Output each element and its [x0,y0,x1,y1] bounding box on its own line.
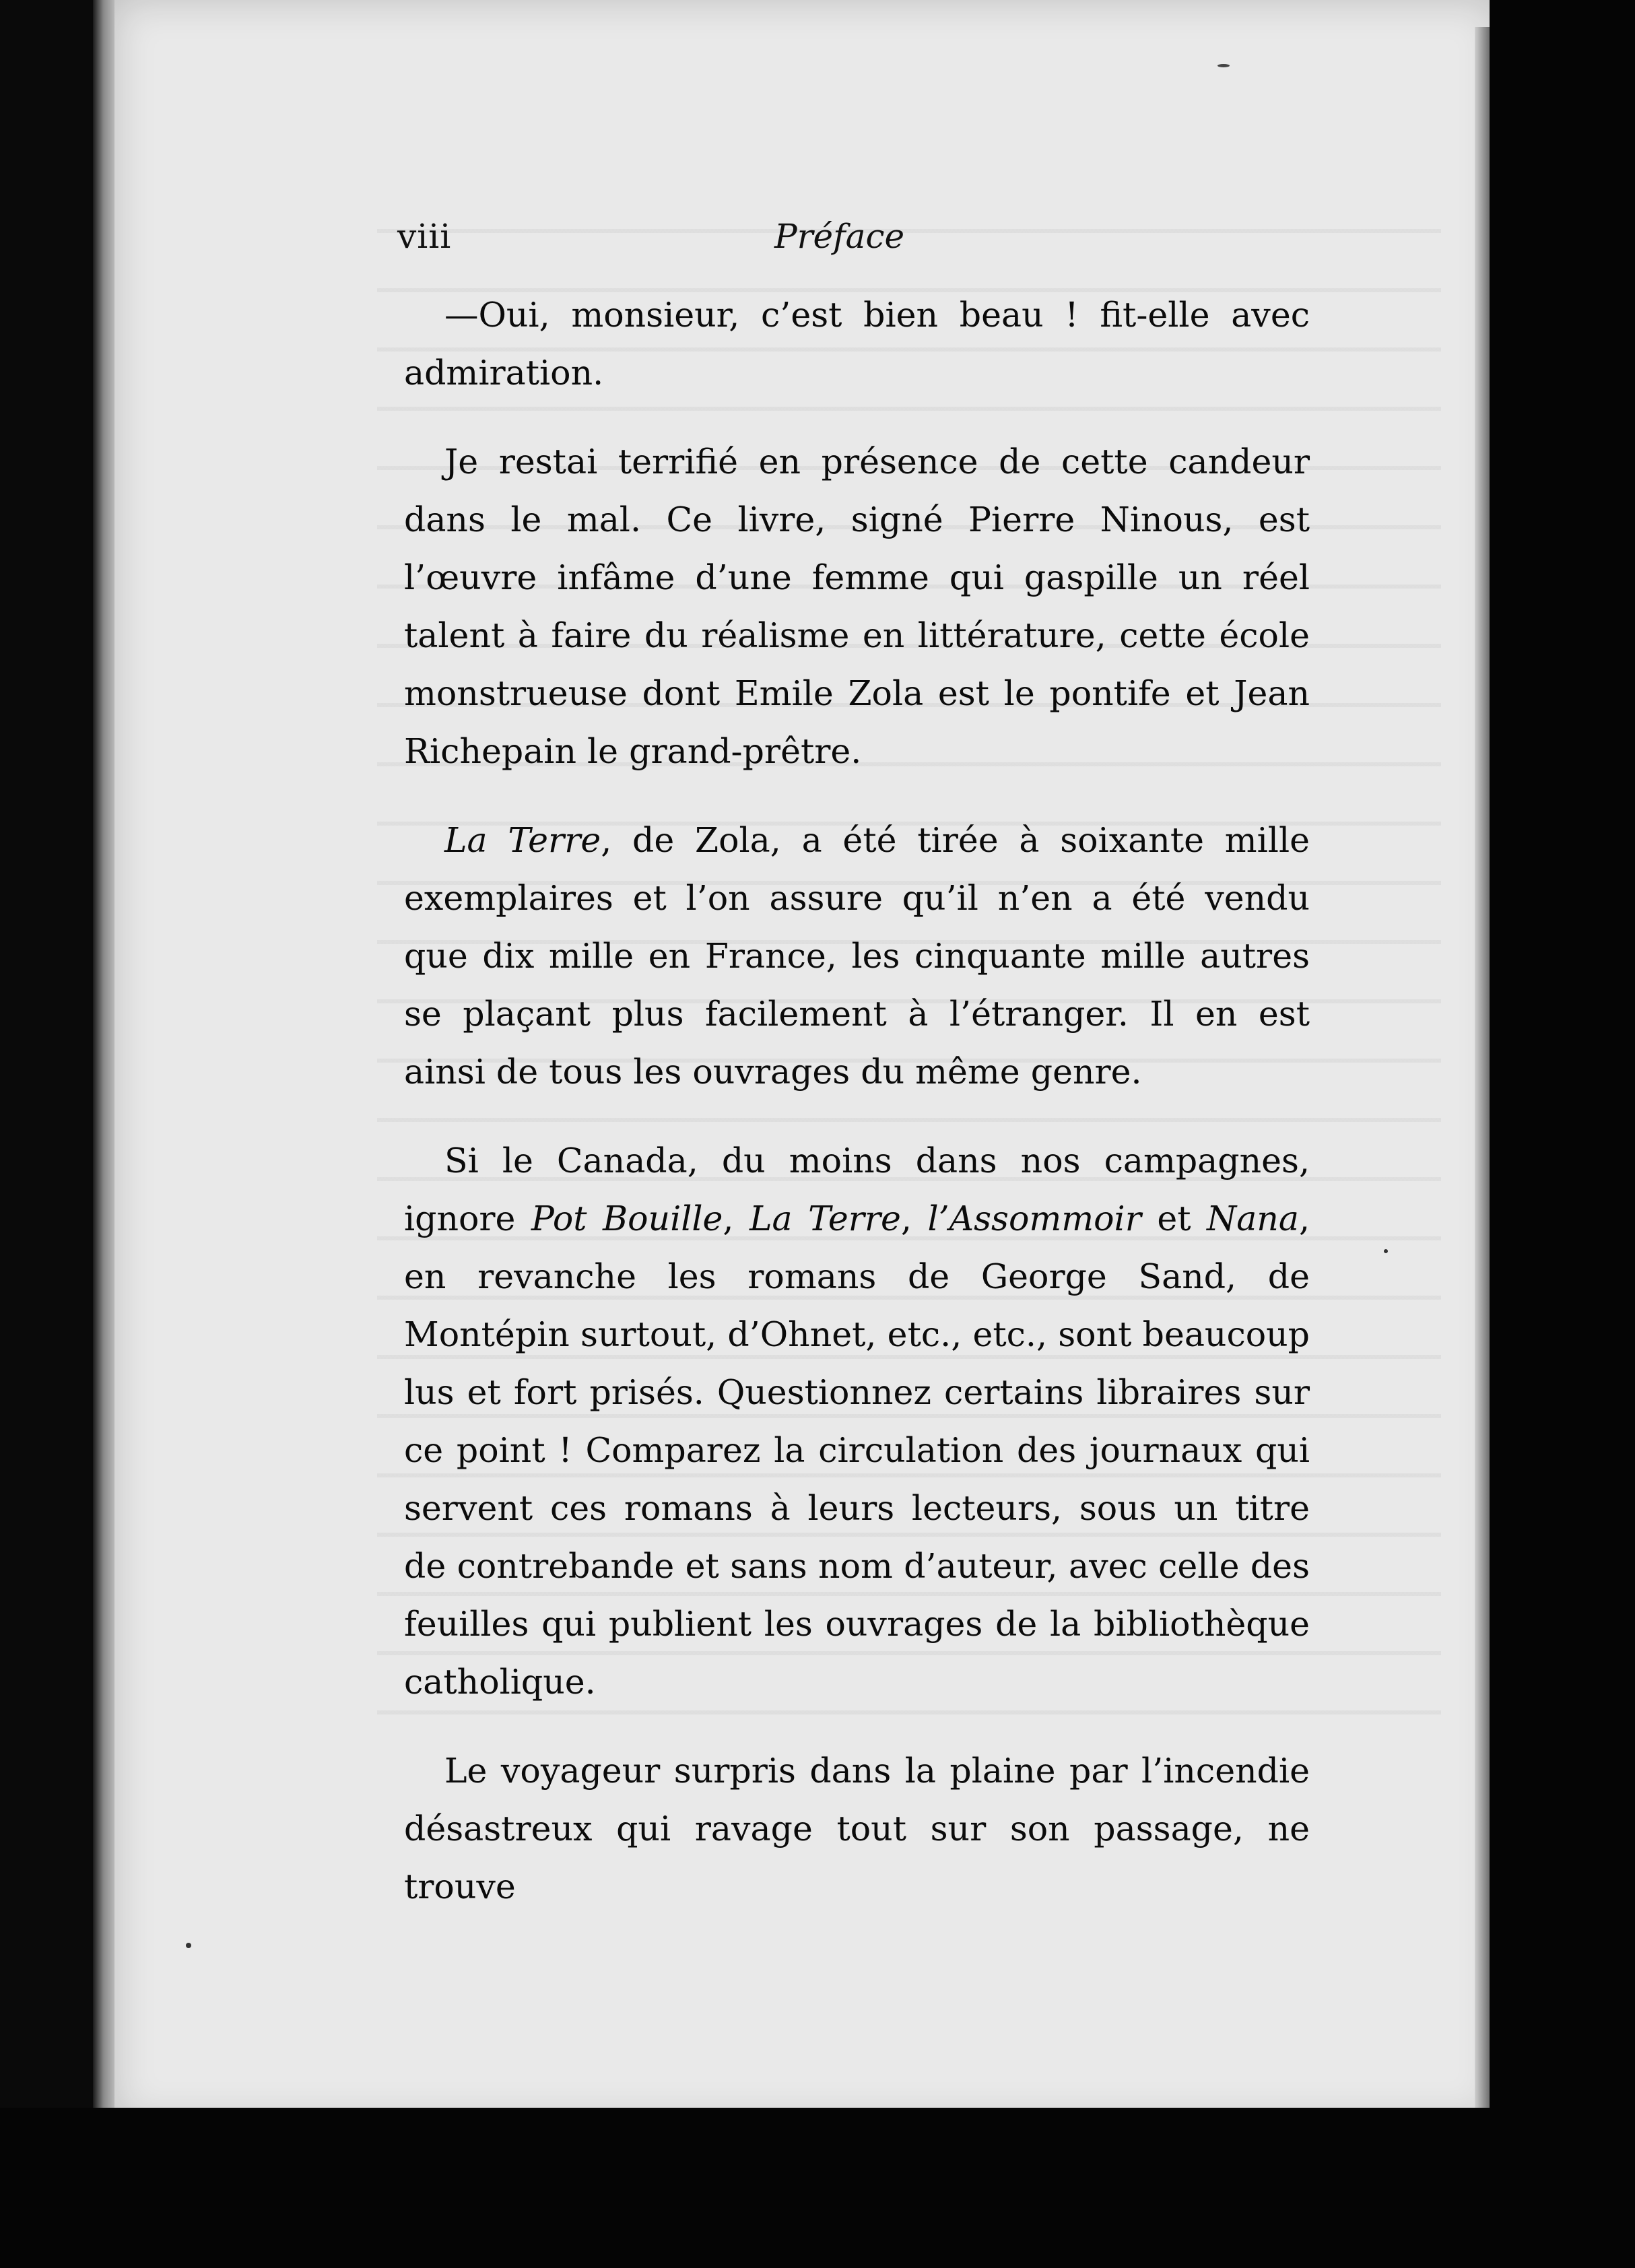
running-title: Préface [774,217,905,256]
page-number: viii [397,217,452,256]
paragraph: —Oui, monsieur, c’est bien beau ! fit-elle avec admiration. [404,295,1310,393]
italic-title: La Terre [749,1199,901,1238]
scan-frame-right [1490,0,1635,2268]
page-header [397,217,1313,264]
paragraph: Si le Canada, du moins dans nos campagnes, ignore Pot Bouille, La Terre, l’Assommoir et Nana, en revanche les romans de George Sand, de Montépin surtout, d’Ohnet, etc., etc., sont beaucoup lus et fort prisés. Questionnez certains libraires sur ce point ! Comparez la circulation des journaux qui servent ces romans à leurs lecteurs, sous un titre de contrebande et sans nom d’auteur, avec celle des feuilles qui publient les ouvrages de la bibliothèque catholique. [404,1141,1310,1702]
scan-speck [1217,64,1230,67]
italic-title: Pot Bouille [531,1199,723,1238]
scan-speck [186,1943,191,1948]
paragraph: Le voyageur surpris dans la plaine par l’incendie désastreux qui ravage tout sur son passage, ne trouve [404,1751,1310,1906]
scan-frame-left [0,0,93,2268]
paragraph: Je restai terrifié en présence de cette candeur dans le mal. Ce livre, signé Pierre Ninous, est l’œuvre infâme d’une femme qui gaspille un réel talent à faire du réalisme en littérature, cette école monstrueuse dont Emile Zola est le pontife et Jean Richepain le grand-prêtre. [404,442,1310,771]
italic-title: La Terre [444,820,601,860]
italic-title: l’Assommoir [927,1199,1141,1238]
body-text [404,286,1310,1916]
italic-title: Nana [1207,1199,1299,1238]
scan-frame-bottom [0,2108,1635,2268]
scan-speck [1384,1249,1388,1253]
paragraph: La Terre, de Zola, a été tirée à soixante mille exemplaires et l’on assure qu’il n’en a été vendu que dix mille en France, les cinquante mille autres se plaçant plus facilement à l’étranger. Il en est ainsi de tous les ouvrages du même genre. [404,820,1310,1092]
